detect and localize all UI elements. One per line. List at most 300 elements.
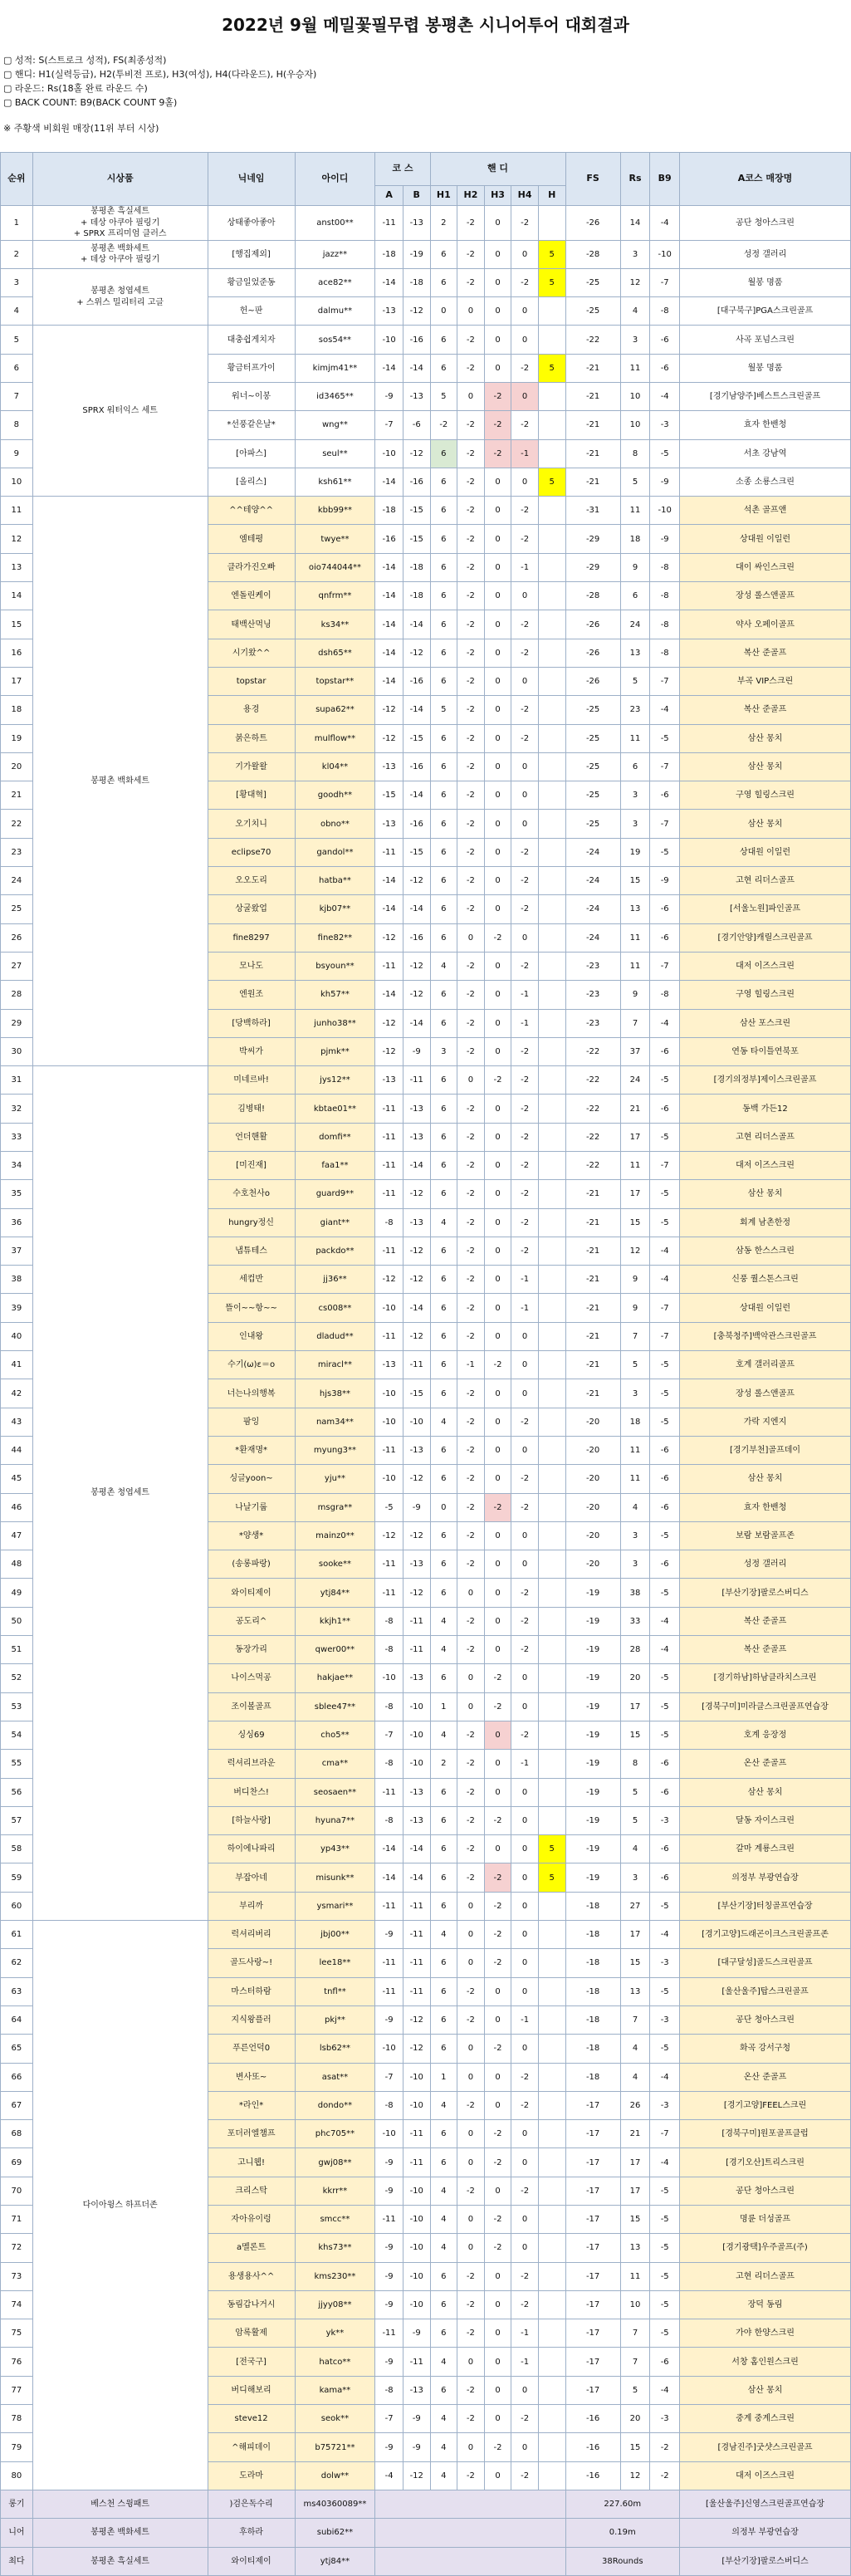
b9-cell: -7 bbox=[650, 2120, 680, 2148]
h-cell bbox=[538, 2148, 565, 2177]
store-cell: 가락 지엔지 bbox=[680, 1408, 851, 1436]
legend-handicap: ▢ 핸디: H1(실력등급), H2(투비전 프로), H3(여성), H4(다라운드), H(우승자) bbox=[3, 69, 317, 80]
h-cell bbox=[538, 2063, 565, 2091]
h-cell bbox=[538, 2120, 565, 2148]
b9-cell: -8 bbox=[650, 582, 680, 610]
fs-cell: -19 bbox=[565, 1692, 620, 1721]
course-a-cell: -14 bbox=[375, 667, 403, 695]
page-title: 2022년 9월 메밀꽃필무렵 봉평촌 시니어투어 대회결과 bbox=[222, 15, 629, 35]
course-a-cell: -11 bbox=[375, 1180, 403, 1208]
user-id-cell: id3465** bbox=[295, 382, 375, 410]
h4-cell: -2 bbox=[511, 2262, 539, 2290]
h1-cell: 5 bbox=[430, 382, 457, 410]
h-cell bbox=[538, 525, 565, 553]
store-cell: 삼산 몽치 bbox=[680, 810, 851, 838]
b9-cell: -8 bbox=[650, 610, 680, 639]
h-cell bbox=[538, 2433, 565, 2461]
fs-cell: -20 bbox=[565, 1408, 620, 1436]
course-a-cell: -11 bbox=[375, 2205, 403, 2233]
course-a-cell: -8 bbox=[375, 1692, 403, 1721]
store-cell: [경기고양]드래곤이크스크린골프존 bbox=[680, 1921, 851, 1949]
legend-score: ▢ 성적: S(스트로크 성적), FS(최종성적) bbox=[3, 55, 167, 66]
user-id-cell: miracl** bbox=[295, 1351, 375, 1379]
course-a-cell: -12 bbox=[375, 1037, 403, 1065]
rank-cell: 6 bbox=[1, 354, 33, 382]
user-id-cell: hyuna7** bbox=[295, 1806, 375, 1834]
h-cell bbox=[538, 1095, 565, 1123]
store-cell: 고현 리더스골프 bbox=[680, 1123, 851, 1151]
b9-cell: -5 bbox=[650, 2319, 680, 2348]
h4-cell: -2 bbox=[511, 2063, 539, 2091]
h-cell bbox=[538, 382, 565, 410]
course-a-cell: -9 bbox=[375, 2005, 403, 2034]
fs-cell: -17 bbox=[565, 2205, 620, 2233]
course-a-cell: -18 bbox=[375, 240, 403, 268]
b9-cell: -6 bbox=[650, 1095, 680, 1123]
b9-cell: -6 bbox=[650, 1436, 680, 1464]
course-b-cell: -10 bbox=[403, 2234, 430, 2262]
rs-cell: 7 bbox=[620, 1322, 650, 1350]
b9-cell: -6 bbox=[650, 1863, 680, 1892]
rs-cell: 3 bbox=[620, 240, 650, 268]
h2-cell: -2 bbox=[457, 1037, 485, 1065]
h3-cell: -2 bbox=[484, 1892, 511, 1920]
nick-cell: 태백산먹닝 bbox=[208, 610, 295, 639]
h4-cell: 0 bbox=[511, 1806, 539, 1834]
course-a-cell: -11 bbox=[375, 206, 403, 241]
h2-cell: -2 bbox=[457, 1636, 485, 1664]
h4-cell: -1 bbox=[511, 1750, 539, 1778]
h4-cell: 0 bbox=[511, 667, 539, 695]
user-id-cell: twye** bbox=[295, 525, 375, 553]
h4-cell: -2 bbox=[511, 1208, 539, 1237]
rank-cell: 49 bbox=[1, 1579, 33, 1607]
course-a-cell: -11 bbox=[375, 1892, 403, 1920]
user-id-cell: nam34** bbox=[295, 1408, 375, 1436]
rs-cell: 11 bbox=[620, 1436, 650, 1464]
h1-cell: 6 bbox=[430, 1806, 457, 1834]
rank-cell: 58 bbox=[1, 1835, 33, 1863]
rank-cell: 50 bbox=[1, 1607, 33, 1635]
h1-cell: 6 bbox=[430, 838, 457, 866]
rank-cell: 4 bbox=[1, 297, 33, 326]
user-id-cell: ytj84** bbox=[295, 1579, 375, 1607]
store-cell: [부산기장]터칭골프연습장 bbox=[680, 1892, 851, 1920]
nick-cell: 헌~판 bbox=[208, 297, 295, 326]
h1-cell: 6 bbox=[430, 2319, 457, 2348]
nick-cell: 수기(ω)ε＝ο bbox=[208, 1351, 295, 1379]
b9-cell: -4 bbox=[650, 1237, 680, 1265]
rank-cell: 75 bbox=[1, 2319, 33, 2348]
h3-cell: 0 bbox=[484, 1009, 511, 1037]
user-id-cell: kbb99** bbox=[295, 497, 375, 525]
h-cell bbox=[538, 781, 565, 810]
h4-cell: -2 bbox=[511, 2405, 539, 2433]
nick-cell: 모나도 bbox=[208, 952, 295, 980]
fs-cell: -17 bbox=[565, 2234, 620, 2262]
nick-cell: 용생용사^^ bbox=[208, 2262, 295, 2290]
store-cell: 약사 오페이골프 bbox=[680, 610, 851, 639]
h1-cell: 6 bbox=[430, 2005, 457, 2034]
rank-cell: 10 bbox=[1, 468, 33, 496]
store-cell: 구영 힐링스크린 bbox=[680, 981, 851, 1009]
rs-cell: 6 bbox=[620, 582, 650, 610]
rank-cell: 44 bbox=[1, 1436, 33, 1464]
nick-cell: 워너~이봉 bbox=[208, 382, 295, 410]
h-cell bbox=[538, 1921, 565, 1949]
nick-cell: 엠테평 bbox=[208, 525, 295, 553]
h1-cell: 4 bbox=[430, 1921, 457, 1949]
h3-cell: 0 bbox=[484, 2177, 511, 2205]
b9-cell: -10 bbox=[650, 497, 680, 525]
course-a-cell: -14 bbox=[375, 268, 403, 296]
h2-cell: 0 bbox=[457, 1892, 485, 1920]
course-a-cell: -12 bbox=[375, 923, 403, 952]
course-b-cell: -16 bbox=[403, 326, 430, 354]
col-b9: B9 bbox=[650, 153, 680, 206]
course-b-cell: -10 bbox=[403, 1750, 430, 1778]
h4-cell: -2 bbox=[511, 1037, 539, 1065]
user-id-cell: hakjae** bbox=[295, 1664, 375, 1692]
h-cell bbox=[538, 1351, 565, 1379]
rs-cell: 5 bbox=[620, 1806, 650, 1834]
user-id-cell: seul** bbox=[295, 439, 375, 468]
fs-cell: -21 bbox=[565, 354, 620, 382]
rs-cell: 11 bbox=[620, 724, 650, 752]
h3-cell: 0 bbox=[484, 268, 511, 296]
nick-cell: 도라마 bbox=[208, 2461, 295, 2490]
course-b-cell: -12 bbox=[403, 2035, 430, 2063]
fs-cell: -19 bbox=[565, 1750, 620, 1778]
h3-cell: 0 bbox=[484, 1237, 511, 1265]
h4-cell: 0 bbox=[511, 752, 539, 781]
rank-cell: 33 bbox=[1, 1123, 33, 1151]
b9-cell: -6 bbox=[650, 354, 680, 382]
rs-cell: 12 bbox=[620, 2461, 650, 2490]
user-id-cell: misunk** bbox=[295, 1863, 375, 1892]
b9-cell: -5 bbox=[650, 1066, 680, 1095]
h4-cell: 0 bbox=[511, 1692, 539, 1721]
h3-cell: 0 bbox=[484, 2005, 511, 2034]
rank-cell: 18 bbox=[1, 696, 33, 724]
rs-cell: 9 bbox=[620, 553, 650, 581]
rank-cell: 72 bbox=[1, 2234, 33, 2262]
nick-cell: ^해피데이 bbox=[208, 2433, 295, 2461]
fs-cell: -19 bbox=[565, 1778, 620, 1806]
course-b-cell: -14 bbox=[403, 895, 430, 923]
h-cell bbox=[538, 838, 565, 866]
h1-cell: 6 bbox=[430, 639, 457, 667]
course-b-cell: -11 bbox=[403, 2148, 430, 2177]
h4-cell: -1 bbox=[511, 2319, 539, 2348]
h2-cell: -2 bbox=[457, 2091, 485, 2119]
rs-cell: 11 bbox=[620, 952, 650, 980]
b9-cell: -6 bbox=[650, 1037, 680, 1065]
prize-cell: SPRX 워터익스 세트 bbox=[32, 326, 208, 497]
course-a-cell: -14 bbox=[375, 553, 403, 581]
b9-cell: -5 bbox=[650, 1892, 680, 1920]
h4-cell: 0 bbox=[511, 1550, 539, 1579]
special-award-row bbox=[1, 2547, 851, 2575]
rs-cell: 15 bbox=[620, 2205, 650, 2233]
fs-cell: -17 bbox=[565, 2348, 620, 2376]
user-id-cell: lsb62** bbox=[295, 2035, 375, 2063]
fs-cell: -18 bbox=[565, 2035, 620, 2063]
h3-cell: 0 bbox=[484, 724, 511, 752]
store-cell: 삼산 몽치 bbox=[680, 1465, 851, 1493]
nick-cell: ^^테양^^ bbox=[208, 497, 295, 525]
h2-cell: -2 bbox=[457, 1521, 485, 1550]
rs-cell: 38 bbox=[620, 1579, 650, 1607]
h2-cell: -2 bbox=[457, 1095, 485, 1123]
rs-cell: 10 bbox=[620, 382, 650, 410]
b9-cell: -3 bbox=[650, 2405, 680, 2433]
user-id-cell: yk** bbox=[295, 2319, 375, 2348]
course-b-cell: -12 bbox=[403, 1180, 430, 1208]
rank-cell: 26 bbox=[1, 923, 33, 952]
user-id-cell: dalmu** bbox=[295, 297, 375, 326]
h4-cell: 0 bbox=[511, 1379, 539, 1408]
table-row bbox=[1, 206, 851, 241]
course-a-cell: -10 bbox=[375, 1664, 403, 1692]
user-id-cell: oio744044** bbox=[295, 553, 375, 581]
h2-cell: -2 bbox=[457, 1266, 485, 1294]
col-store: A코스 매장명 bbox=[680, 153, 851, 206]
rs-cell: 17 bbox=[620, 1692, 650, 1721]
rs-cell: 21 bbox=[620, 2120, 650, 2148]
h4-cell: -1 bbox=[511, 439, 539, 468]
rank-cell: 65 bbox=[1, 2035, 33, 2063]
course-a-cell: -11 bbox=[375, 952, 403, 980]
h-cell bbox=[538, 2005, 565, 2034]
course-a-cell: -13 bbox=[375, 1351, 403, 1379]
h3-cell: 0 bbox=[484, 497, 511, 525]
store-cell: [경기하남]하남클라치스크린 bbox=[680, 1664, 851, 1692]
h3-cell: 0 bbox=[484, 582, 511, 610]
h4-cell: -2 bbox=[511, 525, 539, 553]
h2-cell: -2 bbox=[457, 1806, 485, 1834]
rs-cell: 3 bbox=[620, 326, 650, 354]
h2-cell: -2 bbox=[457, 752, 485, 781]
course-b-cell: -18 bbox=[403, 582, 430, 610]
user-id-cell: ks34** bbox=[295, 610, 375, 639]
h-cell bbox=[538, 1237, 565, 1265]
b9-cell: -8 bbox=[650, 553, 680, 581]
h4-cell: -2 bbox=[511, 1180, 539, 1208]
h1-cell: 6 bbox=[430, 1180, 457, 1208]
rs-cell: 3 bbox=[620, 1550, 650, 1579]
h2-cell: -2 bbox=[457, 1835, 485, 1863]
h4-cell: -2 bbox=[511, 2091, 539, 2119]
user-id-cell: sos54** bbox=[295, 326, 375, 354]
nick-cell: 팜잉 bbox=[208, 1408, 295, 1436]
nick-cell: 포더러엘챔프 bbox=[208, 2120, 295, 2148]
fs-cell: -19 bbox=[565, 1636, 620, 1664]
rs-cell: 11 bbox=[620, 1465, 650, 1493]
h2-cell: 0 bbox=[457, 1692, 485, 1721]
fs-cell: -17 bbox=[565, 2376, 620, 2404]
store-cell: 장덕 동림 bbox=[680, 2290, 851, 2319]
rs-cell: 8 bbox=[620, 439, 650, 468]
fs-cell: -29 bbox=[565, 525, 620, 553]
store-cell: 달동 자이스크린 bbox=[680, 1806, 851, 1834]
nick-cell: 부잡아네 bbox=[208, 1863, 295, 1892]
h2-cell: 0 bbox=[457, 2148, 485, 2177]
nick-cell: 럭셔리브라운 bbox=[208, 1750, 295, 1778]
rs-cell: 4 bbox=[620, 1835, 650, 1863]
nick-cell: [전국구] bbox=[208, 2348, 295, 2376]
rs-cell: 11 bbox=[620, 354, 650, 382]
b9-cell: -4 bbox=[650, 1266, 680, 1294]
rank-cell: 70 bbox=[1, 2177, 33, 2205]
rank-cell: 43 bbox=[1, 1408, 33, 1436]
fs-cell: -25 bbox=[565, 297, 620, 326]
course-a-cell: -7 bbox=[375, 411, 403, 439]
rank-cell: 64 bbox=[1, 2005, 33, 2034]
h2-cell: -2 bbox=[457, 497, 485, 525]
rs-cell: 13 bbox=[620, 895, 650, 923]
h1-cell: 6 bbox=[430, 2376, 457, 2404]
course-a-cell: -11 bbox=[375, 1579, 403, 1607]
course-a-cell: -10 bbox=[375, 1294, 403, 1322]
b9-cell: -5 bbox=[650, 1721, 680, 1749]
store-cell: 고현 리더스골프 bbox=[680, 2262, 851, 2290]
rank-cell: 36 bbox=[1, 1208, 33, 1237]
h2-cell: -2 bbox=[457, 268, 485, 296]
course-a-cell: -18 bbox=[375, 497, 403, 525]
course-a-cell: -12 bbox=[375, 724, 403, 752]
store-cell: 복산 준골프 bbox=[680, 639, 851, 667]
b9-cell: -5 bbox=[650, 2177, 680, 2205]
b9-cell: -7 bbox=[650, 952, 680, 980]
course-a-cell: -11 bbox=[375, 1152, 403, 1180]
fs-cell: -21 bbox=[565, 439, 620, 468]
course-a-cell: -14 bbox=[375, 981, 403, 1009]
rank-cell: 40 bbox=[1, 1322, 33, 1350]
h-cell bbox=[538, 1550, 565, 1579]
fs-cell: -21 bbox=[565, 1237, 620, 1265]
course-b-cell: -11 bbox=[403, 1892, 430, 1920]
special-label-cell: 최다 bbox=[1, 2547, 33, 2575]
h2-cell: -2 bbox=[457, 411, 485, 439]
rank-cell: 60 bbox=[1, 1892, 33, 1920]
h-cell bbox=[538, 1692, 565, 1721]
rs-cell: 15 bbox=[620, 1721, 650, 1749]
h4-cell: -2 bbox=[511, 1152, 539, 1180]
h2-cell: -2 bbox=[457, 1152, 485, 1180]
h2-cell: -2 bbox=[457, 2319, 485, 2348]
course-a-cell: -10 bbox=[375, 1465, 403, 1493]
rs-cell: 14 bbox=[620, 206, 650, 241]
store-cell: 복산 준골프 bbox=[680, 696, 851, 724]
h2-cell: -2 bbox=[457, 2177, 485, 2205]
store-cell: 삼산 포스크린 bbox=[680, 1009, 851, 1037]
fs-cell: -16 bbox=[565, 2405, 620, 2433]
h3-cell: -2 bbox=[484, 382, 511, 410]
prize-cell: 봉평촌 백화세트 + 데상 아쿠아 필링기 bbox=[32, 240, 208, 268]
h4-cell: -1 bbox=[511, 1266, 539, 1294]
h4-cell: 0 bbox=[511, 1921, 539, 1949]
b9-cell: -4 bbox=[650, 2148, 680, 2177]
b9-cell: -6 bbox=[650, 1750, 680, 1778]
rs-cell: 7 bbox=[620, 1009, 650, 1037]
course-b-cell: -11 bbox=[403, 1977, 430, 2005]
store-cell: [경북구미]미라클스크린골프연습장 bbox=[680, 1692, 851, 1721]
course-a-cell: -14 bbox=[375, 468, 403, 496]
special-record-cell: 38Rounds bbox=[565, 2547, 680, 2575]
user-id-cell: guard9** bbox=[295, 1180, 375, 1208]
h4-cell: -2 bbox=[511, 1579, 539, 1607]
h4-cell: -2 bbox=[511, 610, 539, 639]
h2-cell: 0 bbox=[457, 1066, 485, 1095]
course-b-cell: -9 bbox=[403, 2405, 430, 2433]
h2-cell: -2 bbox=[457, 206, 485, 241]
rank-cell: 27 bbox=[1, 952, 33, 980]
course-a-cell: -11 bbox=[375, 2319, 403, 2348]
h3-cell: 0 bbox=[484, 1208, 511, 1237]
store-cell: [경기오산]트리스크린 bbox=[680, 2148, 851, 2177]
rs-cell: 23 bbox=[620, 696, 650, 724]
h1-cell: 6 bbox=[430, 610, 457, 639]
store-cell: 월봉 명품 bbox=[680, 354, 851, 382]
rank-cell: 32 bbox=[1, 1095, 33, 1123]
h4-cell: 0 bbox=[511, 1322, 539, 1350]
h3-cell: 0 bbox=[484, 2319, 511, 2348]
h-cell bbox=[538, 2091, 565, 2119]
h4-cell: -2 bbox=[511, 1607, 539, 1635]
rank-cell: 51 bbox=[1, 1636, 33, 1664]
h4-cell: 0 bbox=[511, 2148, 539, 2177]
nick-cell: 시기왔^^ bbox=[208, 639, 295, 667]
h-cell bbox=[538, 1721, 565, 1749]
col-h4: H4 bbox=[511, 186, 539, 206]
h-cell: 5 bbox=[538, 240, 565, 268]
h1-cell: 4 bbox=[430, 2177, 457, 2205]
nick-cell: hungry정신 bbox=[208, 1208, 295, 1237]
fs-cell: -26 bbox=[565, 206, 620, 241]
store-cell: [경북구미]원포골프클럽 bbox=[680, 2120, 851, 2148]
h3-cell: 0 bbox=[484, 297, 511, 326]
fs-cell: -18 bbox=[565, 1949, 620, 1977]
user-id-cell: mulflow** bbox=[295, 724, 375, 752]
h3-cell: 0 bbox=[484, 1037, 511, 1065]
b9-cell: -6 bbox=[650, 1550, 680, 1579]
col-id: 아이디 bbox=[295, 153, 375, 206]
b9-cell: -3 bbox=[650, 1806, 680, 1834]
course-a-cell: -14 bbox=[375, 354, 403, 382]
store-cell: 소종 소룡스크린 bbox=[680, 468, 851, 496]
rank-cell: 52 bbox=[1, 1664, 33, 1692]
h2-cell: -2 bbox=[457, 439, 485, 468]
fs-cell: -19 bbox=[565, 1806, 620, 1834]
h-cell bbox=[538, 1436, 565, 1464]
user-id-cell: domfi** bbox=[295, 1123, 375, 1151]
b9-cell: -5 bbox=[650, 2290, 680, 2319]
course-a-cell: -14 bbox=[375, 639, 403, 667]
user-id-cell: junho38** bbox=[295, 1009, 375, 1037]
course-b-cell: -15 bbox=[403, 497, 430, 525]
b9-cell: -4 bbox=[650, 206, 680, 241]
h1-cell: 6 bbox=[430, 1266, 457, 1294]
nick-cell: (송롱파랑) bbox=[208, 1550, 295, 1579]
fs-cell: -22 bbox=[565, 1066, 620, 1095]
b9-cell: -6 bbox=[650, 326, 680, 354]
special-record-cell: 227.60m bbox=[565, 2490, 680, 2518]
rank-cell: 9 bbox=[1, 439, 33, 468]
h3-cell: 0 bbox=[484, 1123, 511, 1151]
rs-cell: 7 bbox=[620, 2348, 650, 2376]
h-cell bbox=[538, 1579, 565, 1607]
